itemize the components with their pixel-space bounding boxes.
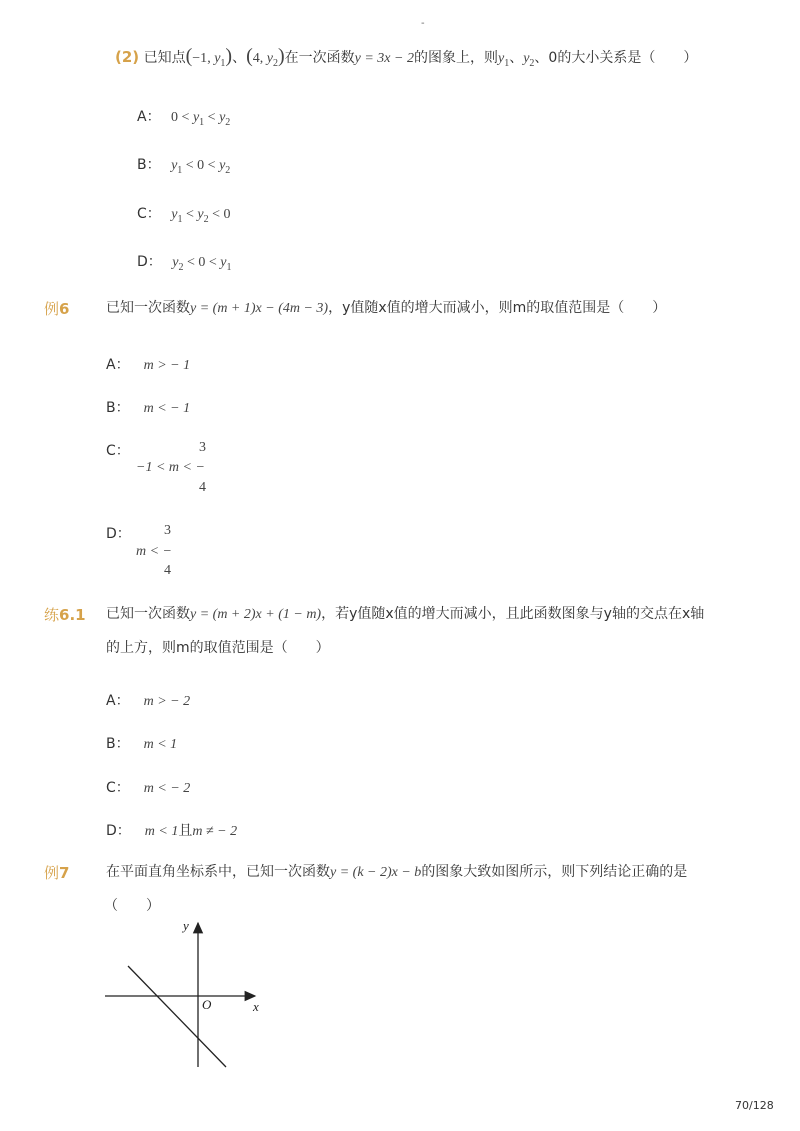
- pr61-option-d[interactable]: D： m < 1且m ≠ − 2: [106, 823, 238, 839]
- q2-option-c[interactable]: C： $y_1 < y_2 < 0$: [137, 206, 231, 225]
- pr61-option-c[interactable]: C： m < − 2: [106, 780, 191, 796]
- q2-text-3: 的图象上，则: [413, 50, 498, 66]
- q2-function: y = 3x − 2: [354, 51, 414, 66]
- page-number: 70/128: [735, 1099, 774, 1112]
- example-7-label: 例7: [44, 864, 70, 882]
- question-2-stem: [115, 44, 697, 68]
- q2-sep-1: 、: [232, 50, 247, 66]
- origin-label: O: [202, 997, 212, 1012]
- q2-option-a[interactable]: A： $0 < y_1 < y_2$: [137, 109, 231, 128]
- ex6-option-d-denominator: 4: [164, 563, 171, 578]
- x-axis-label: x: [253, 999, 259, 1014]
- example-6-stem: 已知一次函数y = (m + 1)x − (4m − 3)，y值随x值的增大而减小，则m的取值范围是（ ）: [106, 300, 667, 316]
- example-7-stem-line-1: 在平面直角坐标系中，已知一次函数y = (k − 2)x − b的图象大致如图所示，则下列结论正确的是: [106, 864, 688, 880]
- q2-y1: $y_1$: [497, 51, 510, 69]
- q2-text-4: 、0的大小关系是（ ）: [534, 50, 698, 66]
- y-axis-label: y: [183, 918, 189, 933]
- ex6-option-d-numerator: 3: [164, 523, 171, 538]
- practice-6-1-label: 练6.1: [44, 606, 86, 624]
- ex6-option-d-key[interactable]: D：: [106, 526, 131, 542]
- point-2: (4, $y_2$): [246, 45, 285, 69]
- coordinate-graph: [100, 915, 270, 1075]
- ex6-option-c-numerator: 3: [199, 440, 206, 455]
- ex6-option-c-denominator: 4: [199, 480, 206, 495]
- q2-y2: $y_2$: [523, 51, 535, 69]
- q2-text-1: 已知点: [143, 50, 186, 66]
- ex6-option-a[interactable]: A： m > − 1: [106, 357, 191, 373]
- ex6-option-d-value: m < −: [136, 544, 173, 559]
- ex6-option-c-key[interactable]: C：: [106, 443, 130, 459]
- question-2-label: (2): [115, 48, 140, 66]
- q2-option-d[interactable]: D： $y_2 < 0 < y_1$: [137, 254, 232, 273]
- pr61-option-a[interactable]: A： m > − 2: [106, 693, 191, 709]
- q2-option-b[interactable]: B： $y_1 < 0 < y_2$: [137, 157, 231, 176]
- q2-sep-2: 、: [509, 50, 524, 66]
- example-6-label: 例6: [44, 300, 70, 318]
- pr61-option-b[interactable]: B： m < 1: [106, 736, 178, 752]
- ex6-option-b[interactable]: B： m < − 1: [106, 400, 191, 416]
- point-1: (−1, $y_1$): [185, 45, 233, 69]
- practice-6-1-stem-line-1: 已知一次函数y = (m + 2)x + (1 − m)，若y值随x值的增大而减小，且此函数图象与y轴的交点在x轴: [106, 606, 705, 622]
- practice-6-1-stem-line-2: 的上方，则m的取值范围是（ ）: [106, 640, 330, 656]
- top-mark: -: [421, 18, 425, 29]
- q2-text-2: 在一次函数: [284, 50, 355, 66]
- example-7-stem-line-2: （ ）: [104, 898, 160, 914]
- function-line: [128, 966, 226, 1067]
- ex6-option-c-value: −1 < m < −: [136, 460, 205, 475]
